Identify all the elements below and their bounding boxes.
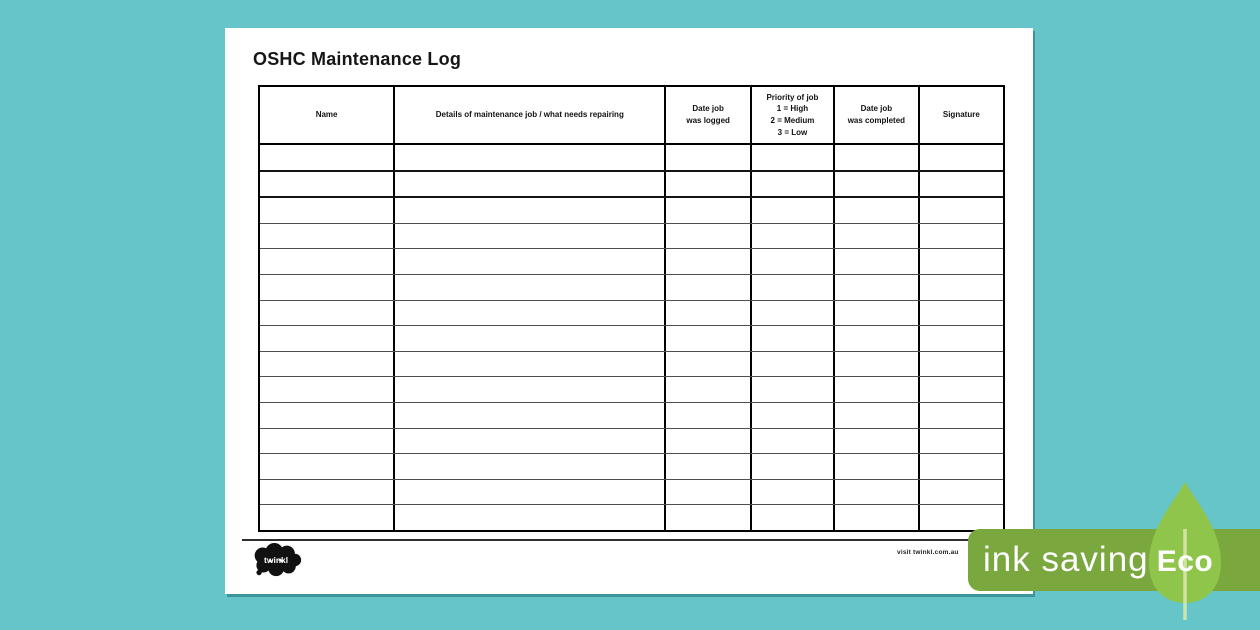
table-cell-empty — [395, 429, 666, 454]
table-cell-empty — [835, 480, 920, 505]
table-cell-empty — [920, 352, 1003, 377]
table-cell-empty — [752, 249, 835, 274]
table-cell-empty — [260, 145, 395, 170]
table-cell-empty — [752, 480, 835, 505]
table-cell-empty — [920, 429, 1003, 454]
table-cell-empty — [395, 326, 666, 351]
table-cell-empty — [260, 480, 395, 505]
table-cell-empty — [260, 224, 395, 249]
table-cell-empty — [835, 326, 920, 351]
table-cell-empty — [920, 301, 1003, 326]
table-cell-empty — [920, 403, 1003, 428]
table-cell-empty — [395, 403, 666, 428]
table-cell-empty — [920, 198, 1003, 223]
document-page — [225, 28, 1033, 594]
table-row — [260, 454, 1003, 480]
table-row — [260, 224, 1003, 250]
table-row — [260, 301, 1003, 327]
header-text: was completed — [847, 116, 906, 125]
column-header-priority — [752, 87, 835, 143]
ink-saving-label: ink saving — [983, 540, 1149, 579]
table-cell-empty — [752, 454, 835, 479]
table-cell-empty — [752, 505, 835, 530]
table-cell-empty — [835, 403, 920, 428]
table-cell-empty — [835, 301, 920, 326]
table-cell-empty — [835, 275, 920, 300]
table-row — [260, 145, 1003, 172]
table-cell-empty — [752, 429, 835, 454]
table-row — [260, 352, 1003, 378]
table-cell-empty — [666, 224, 751, 249]
header-text: Priority of job — [766, 92, 819, 102]
table-cell-empty — [920, 377, 1003, 402]
header-text: 2 = Medium — [770, 116, 815, 125]
eco-label: Eco — [1156, 545, 1214, 578]
table-cell-empty — [260, 249, 395, 274]
table-cell-empty — [395, 145, 666, 170]
table-cell-empty — [920, 249, 1003, 274]
table-cell-empty — [395, 352, 666, 377]
table-cell-empty — [260, 352, 395, 377]
table-cell-empty — [835, 172, 920, 197]
table-cell-empty — [835, 505, 920, 530]
table-cell-empty — [666, 249, 751, 274]
column-header-date-completed — [835, 87, 920, 143]
table-cell-empty — [666, 403, 751, 428]
table-cell-empty — [752, 172, 835, 197]
website-url: visit twinkl.com.au — [897, 549, 959, 556]
table-row — [260, 505, 1003, 530]
table-cell-empty — [395, 505, 666, 530]
table-cell-empty — [395, 377, 666, 402]
header-text: Signature — [942, 110, 980, 120]
footer-divider — [242, 539, 1015, 541]
table-cell-empty — [835, 377, 920, 402]
header-text: Name — [315, 110, 338, 120]
table-cell-empty — [752, 198, 835, 223]
table-cell-empty — [395, 301, 666, 326]
table-cell-empty — [835, 352, 920, 377]
table-row — [260, 429, 1003, 455]
header-text: was logged — [686, 116, 730, 125]
table-cell-empty — [260, 326, 395, 351]
table-cell-empty — [920, 505, 1003, 530]
table-row — [260, 198, 1003, 224]
table-row — [260, 172, 1003, 199]
table-cell-empty — [835, 224, 920, 249]
table-cell-empty — [666, 172, 751, 197]
table-cell-empty — [260, 377, 395, 402]
twinkl-logo-icon — [250, 543, 304, 577]
table-cell-empty — [920, 480, 1003, 505]
table-cell-empty — [260, 301, 395, 326]
table-cell-empty — [395, 224, 666, 249]
header-text: 1 = High — [776, 104, 809, 114]
table-row — [260, 249, 1003, 275]
table-cell-empty — [752, 377, 835, 402]
table-cell-empty — [666, 429, 751, 454]
table-cell-empty — [666, 377, 751, 402]
table-cell-empty — [666, 275, 751, 300]
table-cell-empty — [260, 505, 395, 530]
table-cell-empty — [666, 301, 751, 326]
table-cell-empty — [395, 249, 666, 274]
table-cell-empty — [395, 198, 666, 223]
page-title: OSHC Maintenance Log — [253, 49, 462, 69]
table-cell-empty — [752, 145, 835, 170]
table-cell-empty — [835, 249, 920, 274]
table-cell-empty — [920, 326, 1003, 351]
table-cell-empty — [835, 145, 920, 170]
table-cell-empty — [666, 480, 751, 505]
table-cell-empty — [752, 275, 835, 300]
table-cell-empty — [666, 326, 751, 351]
header-text: Details of maintenance job / what needs repairing — [435, 110, 624, 120]
table-cell-empty — [395, 172, 666, 197]
table-cell-empty — [395, 454, 666, 479]
table-row — [260, 377, 1003, 403]
table-cell-empty — [920, 172, 1003, 197]
table-cell-empty — [920, 145, 1003, 170]
table-cell-empty — [920, 275, 1003, 300]
table-row — [260, 403, 1003, 429]
table-cell-empty — [395, 480, 666, 505]
table-cell-empty — [260, 403, 395, 428]
table-cell-empty — [920, 224, 1003, 249]
table-cell-empty — [666, 454, 751, 479]
table-cell-empty — [752, 224, 835, 249]
header-text: Date job — [860, 104, 893, 114]
table-cell-empty — [666, 145, 751, 170]
table-cell-empty — [835, 454, 920, 479]
table-row — [260, 326, 1003, 352]
table-cell-empty — [752, 403, 835, 428]
table-cell-empty — [752, 301, 835, 326]
table-body — [260, 145, 1003, 530]
table-cell-empty — [752, 352, 835, 377]
table-cell-empty — [260, 198, 395, 223]
column-header-details — [395, 87, 666, 143]
twinkl-logo-text: twinkl — [264, 555, 289, 566]
table-cell-empty — [395, 275, 666, 300]
table-cell-empty — [666, 198, 751, 223]
table-cell-empty — [835, 198, 920, 223]
table-cell-empty — [835, 429, 920, 454]
table-row — [260, 275, 1003, 301]
column-header-name — [260, 87, 395, 143]
header-text: 3 = Low — [777, 127, 808, 137]
maintenance-log-table — [258, 85, 1005, 532]
table-header-row — [260, 87, 1003, 145]
table-cell-empty — [260, 454, 395, 479]
table-cell-empty — [260, 172, 395, 197]
table-cell-empty — [666, 505, 751, 530]
column-header-date-logged — [666, 87, 751, 143]
table-row — [260, 480, 1003, 506]
table-cell-empty — [666, 352, 751, 377]
table-cell-empty — [260, 275, 395, 300]
table-cell-empty — [920, 454, 1003, 479]
table-cell-empty — [260, 429, 395, 454]
column-header-signature — [920, 87, 1003, 143]
table-cell-empty — [752, 326, 835, 351]
header-text: Date job — [692, 104, 724, 114]
